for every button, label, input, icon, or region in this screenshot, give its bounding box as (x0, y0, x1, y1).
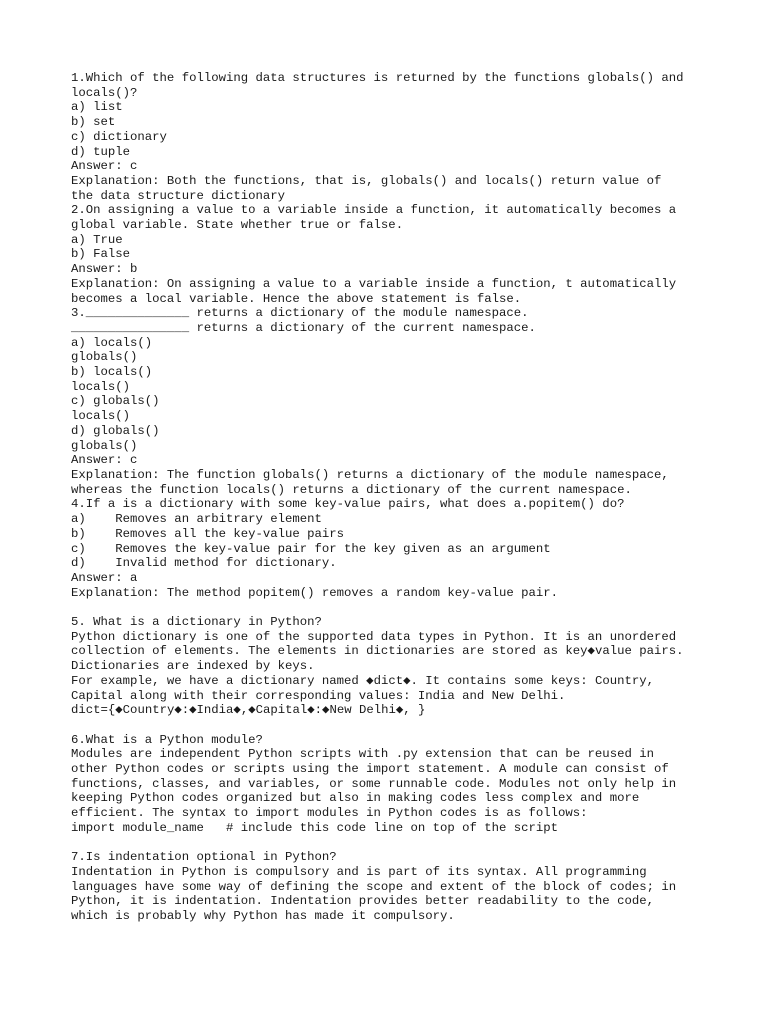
text-line: 1.Which of the following data structures is returned by the functions globals() and (71, 71, 684, 85)
text-line: b) Removes all the key-value pairs (71, 526, 345, 541)
text-line: Capital along with their corresponding values: India and New Delhi. (71, 688, 566, 703)
text-line: Explanation: The method popitem() removes a random key-value pair. (71, 585, 559, 600)
text-line: a) True (71, 232, 123, 247)
text-line: b) set (71, 115, 116, 130)
text-line: ________________ returns a dictionary of the current namespace. (71, 320, 536, 335)
text-line: a) locals() (71, 335, 153, 350)
text-line: a) list (71, 100, 123, 115)
text-line: becomes a local variable. Hence the above statement is false. (71, 291, 522, 306)
text-line: efficient. The syntax to import modules in Python codes is as follows: (71, 806, 588, 821)
text-line: d) tuple (71, 144, 131, 159)
document-page (71, 71, 711, 924)
text-line: languages have some way of defining the scope and extent of the block of codes; in (71, 879, 677, 894)
text-line: import module_name # include this code line on top of the script (71, 820, 559, 835)
text-line: locals() (71, 379, 131, 394)
text-line: Python dictionary is one of the supported data types in Python. It is an unordered (71, 629, 677, 644)
text-line: Modules are independent Python scripts with .py extension that can be reused in (71, 747, 654, 762)
text-line: Python, it is indentation. Indentation provides better readability to the code, (71, 894, 654, 909)
text-line: c) dictionary (71, 129, 167, 144)
text-line: 7.Is indentation optional in Python? (71, 850, 337, 865)
text-line: Answer: c (71, 453, 138, 468)
text-line: locals()? (71, 85, 138, 100)
text-line (71, 600, 711, 615)
text-line: locals() (71, 409, 131, 424)
text-line: Explanation: The function globals() returns a dictionary of the module namespace, (71, 467, 669, 482)
text-line: global variable. State whether true or false. (71, 218, 404, 233)
text-line: 2.On assigning a value to a variable inside a function, it automatically becomes a (71, 203, 677, 218)
text-line: 6.What is a Python module? (71, 732, 263, 747)
text-line: 4.If a is a dictionary with some key-value pairs, what does a.popitem() do? (71, 497, 625, 512)
text-line: a) Removes an arbitrary element (71, 512, 322, 527)
text-line: b) locals() (71, 365, 153, 380)
text-line: d) Invalid method for dictionary. (71, 556, 337, 571)
text-line: collection of elements. The elements in dictionaries are stored as key◆value pairs. (71, 644, 684, 659)
text-line: Explanation: Both the functions, that is, globals() and locals() return value of (71, 173, 662, 188)
text-line: Answer: b (71, 262, 138, 277)
text-line: Dictionaries are indexed by keys. (71, 659, 315, 674)
text-line: Answer: c (71, 159, 138, 174)
text-line: dict={◆Country◆:◆India◆,◆Capital◆:◆New Delhi◆, } (71, 703, 426, 718)
text-line: globals() (71, 438, 138, 453)
text-line: keeping Python codes organized but also in making codes less complex and more (71, 791, 640, 806)
text-line: b) False (71, 247, 131, 262)
text-line: c) Removes the key-value pair for the key given as an argument (71, 541, 551, 556)
text-line: Explanation: On assigning a value to a variable inside a function, t automatically (71, 276, 677, 291)
text-line: the data structure dictionary (71, 188, 286, 203)
text-line: For example, we have a dictionary named ◆dict◆. It contains some keys: Country, (71, 673, 655, 688)
text-line: whereas the function locals() returns a dictionary of the current namespace. (71, 482, 632, 497)
text-line: 3.______________ returns a dictionary of the module namespace. (71, 306, 529, 321)
text-line: Answer: a (71, 570, 138, 585)
text-line: globals() (71, 350, 138, 365)
text-line: c) globals() (71, 394, 160, 409)
text-line (71, 718, 711, 733)
text-line (71, 836, 711, 851)
text-line: 5. What is a dictionary in Python? (71, 615, 322, 629)
text-line: which is probably why Python has made it compulsory. (71, 909, 455, 924)
text-line: d) globals() (71, 423, 160, 438)
text-line: functions, classes, and variables, or some runnable code. Modules not only help in (71, 776, 677, 791)
text-line: Indentation in Python is compulsory and is part of its syntax. All programming (71, 864, 647, 879)
text-line: other Python codes or scripts using the import statement. A module can consist of (71, 762, 669, 777)
